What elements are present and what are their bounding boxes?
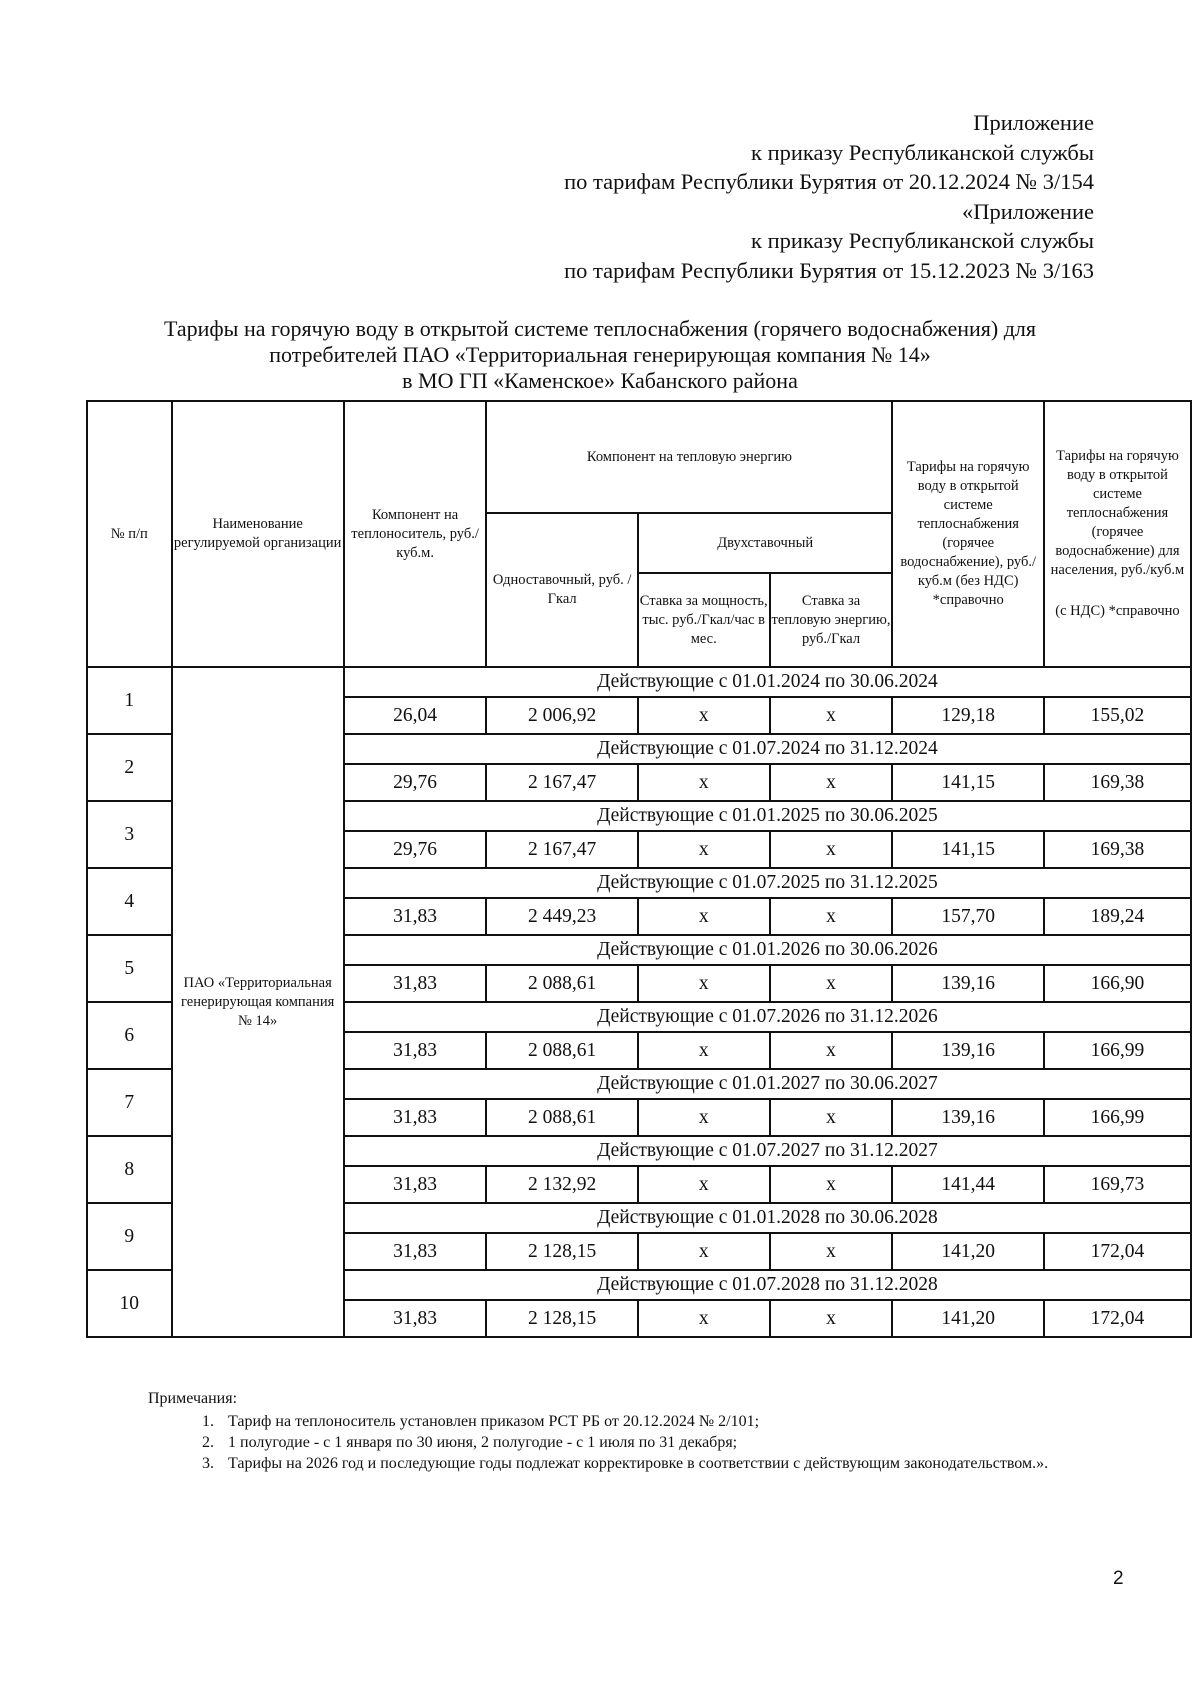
cell-carrier: 29,76 — [344, 764, 487, 801]
row-number: 8 — [87, 1136, 172, 1203]
cell-single: 2 449,23 — [486, 898, 637, 935]
header-org: Наименование регулируемой организации — [172, 401, 344, 667]
header-tariff-no-vat: Тарифы на горячую воду в открытой системе теплоснабжения (горячее водоснабжение), руб./куб.м (без НДС) *справочно — [892, 401, 1043, 667]
note-item: 1. Тариф на теплоноситель установлен приказом РСТ РБ от 20.12.2024 № 2/101; — [218, 1411, 1128, 1432]
cell-pop: 166,90 — [1044, 965, 1191, 1002]
header-line: Приложение — [973, 110, 1094, 135]
header-capacity-rate: Ставка за мощность, тыс. руб./Гкал/час в мес. — [638, 573, 770, 667]
cell-pop: 169,73 — [1044, 1166, 1191, 1203]
header-line: к приказу Республиканской службы — [751, 139, 1094, 165]
cell-no-vat: 139,16 — [892, 965, 1043, 1002]
cell-capacity: х — [638, 898, 770, 935]
note-item: 3. Тарифы на 2026 год и последующие годы подлежат корректировке в соответствии с действующим законодательством.». — [218, 1453, 1128, 1474]
cell-energy: х — [770, 1032, 893, 1069]
title-line-2: потребителей ПАО «Территориальная генерирующая компания № 14» — [269, 342, 931, 367]
notes — [148, 1388, 1128, 1474]
cell-capacity: х — [638, 1233, 770, 1270]
cell-pop: 172,04 — [1044, 1233, 1191, 1270]
cell-capacity: х — [638, 1099, 770, 1136]
cell-carrier: 31,83 — [344, 1233, 487, 1270]
cell-pop: 169,38 — [1044, 764, 1191, 801]
cell-capacity: х — [638, 831, 770, 868]
row-number: 9 — [87, 1203, 172, 1270]
document-header — [334, 108, 1094, 285]
cell-capacity: х — [638, 764, 770, 801]
document-title — [100, 316, 1100, 394]
cell-no-vat: 141,15 — [892, 764, 1043, 801]
cell-capacity: х — [638, 697, 770, 734]
cell-pop: 166,99 — [1044, 1032, 1191, 1069]
tariff-table — [86, 400, 1192, 1338]
cell-capacity: х — [638, 1166, 770, 1203]
header-heat-component: Компонент на тепловую энергию — [486, 401, 892, 513]
organization-name: ПАО «Территориальная генерирующая компания № 14» — [172, 667, 344, 1337]
header-two-rate: Двухставочный — [638, 513, 893, 573]
cell-single: 2 167,47 — [486, 831, 637, 868]
period-label: Действующие с 01.01.2025 по 30.06.2025 — [344, 801, 1191, 831]
cell-single: 2 088,61 — [486, 1099, 637, 1136]
cell-no-vat: 141,20 — [892, 1233, 1043, 1270]
row-number: 6 — [87, 1002, 172, 1069]
note-item: 2. 1 полугодие - с 1 января по 30 июня, 2 полугодие - с 1 июля по 31 декабря; — [218, 1432, 1128, 1453]
table-body — [87, 667, 1191, 1337]
cell-energy: х — [770, 1099, 893, 1136]
header-carrier: Компонент на теплоноситель, руб./ куб.м. — [344, 401, 487, 667]
cell-energy: х — [770, 1166, 893, 1203]
period-label: Действующие с 01.07.2025 по 31.12.2025 — [344, 868, 1191, 898]
row-number: 4 — [87, 868, 172, 935]
row-number: 10 — [87, 1270, 172, 1337]
cell-carrier: 26,04 — [344, 697, 487, 734]
cell-single: 2 128,15 — [486, 1300, 637, 1337]
header-line: к приказу Республиканской службы — [751, 228, 1094, 253]
row-number: 3 — [87, 801, 172, 868]
header-tariff-population — [1044, 401, 1191, 667]
header-tariff-population-vat: (с НДС) *справочно — [1055, 603, 1180, 619]
cell-single: 2 132,92 — [486, 1166, 637, 1203]
cell-energy: х — [770, 831, 893, 868]
cell-pop: 155,02 — [1044, 697, 1191, 734]
cell-energy: х — [770, 898, 893, 935]
row-number: 2 — [87, 734, 172, 801]
cell-carrier: 31,83 — [344, 1166, 487, 1203]
row-number: 7 — [87, 1069, 172, 1136]
header-line: «Приложение — [961, 198, 1094, 224]
cell-single: 2 167,47 — [486, 764, 637, 801]
cell-capacity: х — [638, 965, 770, 1002]
cell-carrier: 31,83 — [344, 898, 487, 935]
cell-no-vat: 139,16 — [892, 1099, 1043, 1136]
header-energy-rate: Ставка за тепловую энергию, руб./Гкал — [770, 573, 893, 667]
cell-no-vat: 141,15 — [892, 831, 1043, 868]
title-line-3: в МО ГП «Каменское» Кабанского района — [402, 368, 798, 393]
cell-pop: 169,38 — [1044, 831, 1191, 868]
period-label: Действующие с 01.07.2024 по 31.12.2024 — [344, 734, 1191, 764]
cell-pop: 172,04 — [1044, 1300, 1191, 1337]
cell-single: 2 128,15 — [486, 1233, 637, 1270]
cell-no-vat: 129,18 — [892, 697, 1043, 734]
cell-no-vat: 157,70 — [892, 898, 1043, 935]
cell-carrier: 31,83 — [344, 1099, 487, 1136]
period-label: Действующие с 01.01.2028 по 30.06.2028 — [344, 1203, 1191, 1233]
period-label: Действующие с 01.07.2027 по 31.12.2027 — [344, 1136, 1191, 1166]
cell-no-vat: 141,44 — [892, 1166, 1043, 1203]
cell-pop: 189,24 — [1044, 898, 1191, 935]
cell-single: 2 006,92 — [486, 697, 637, 734]
cell-carrier: 31,83 — [344, 1032, 487, 1069]
header-tariff-population-main: Тарифы на горячую воду в открытой системе теплоснабжения (горячее водоснабжение) для населения, руб./куб.м — [1050, 448, 1185, 578]
cell-energy: х — [770, 697, 893, 734]
cell-carrier: 29,76 — [344, 831, 487, 868]
page-number: 2 — [1113, 1568, 1124, 1589]
cell-carrier: 31,83 — [344, 965, 487, 1002]
period-label: Действующие с 01.07.2028 по 31.12.2028 — [344, 1270, 1191, 1300]
header-num: № п/п — [87, 401, 172, 667]
period-label: Действующие с 01.01.2026 по 30.06.2026 — [344, 935, 1191, 965]
notes-title: Примечания: — [148, 1390, 238, 1407]
cell-energy: х — [770, 764, 893, 801]
period-label: Действующие с 01.01.2027 по 30.06.2027 — [344, 1069, 1191, 1099]
row-number: 1 — [87, 667, 172, 734]
row-number: 5 — [87, 935, 172, 1002]
period-row — [87, 667, 1191, 697]
cell-single: 2 088,61 — [486, 965, 637, 1002]
cell-no-vat: 141,20 — [892, 1300, 1043, 1337]
cell-carrier: 31,83 — [344, 1300, 487, 1337]
cell-energy: х — [770, 1300, 893, 1337]
cell-energy: х — [770, 965, 893, 1002]
period-label: Действующие с 01.07.2026 по 31.12.2026 — [344, 1002, 1191, 1032]
period-label: Действующие с 01.01.2024 по 30.06.2024 — [344, 667, 1191, 697]
cell-single: 2 088,61 — [486, 1032, 637, 1069]
cell-capacity: х — [638, 1300, 770, 1337]
title-line-1: Тарифы на горячую воду в открытой системе теплоснабжения (горячего водоснабжения) для — [164, 316, 1036, 341]
cell-pop: 166,99 — [1044, 1099, 1191, 1136]
header-line: по тарифам Республики Бурятия от 20.12.2024 № 3/154 — [564, 169, 1094, 194]
notes-list — [148, 1411, 1128, 1474]
cell-energy: х — [770, 1233, 893, 1270]
header-line: по тарифам Республики Бурятия от 15.12.2023 № 3/163 — [564, 257, 1094, 283]
header-single-rate: Одноставочный, руб. /Гкал — [486, 513, 637, 667]
cell-no-vat: 139,16 — [892, 1032, 1043, 1069]
cell-capacity: х — [638, 1032, 770, 1069]
